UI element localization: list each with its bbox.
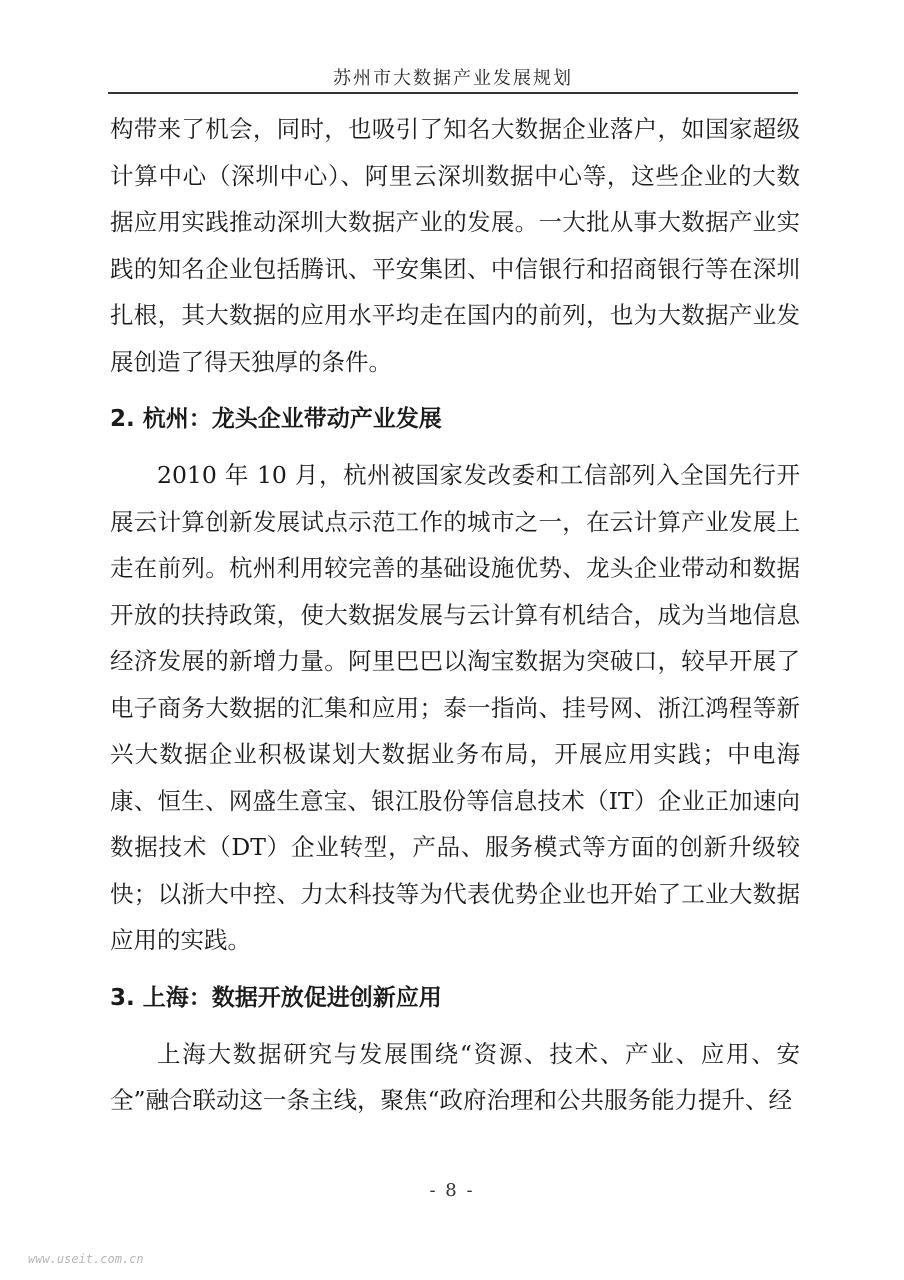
header-divider — [108, 92, 798, 94]
running-header: 苏州市大数据产业发展规划 — [333, 68, 573, 89]
body-content — [110, 106, 800, 1124]
watermark: www.useit.com.cn — [28, 1252, 144, 1266]
section-heading-shanghai: 3. 上海：数据开放促进创新应用 — [110, 984, 442, 1011]
paragraph-shenzhen-continued: 构带来了机会，同时，也吸引了知名大数据企业落户，如国家超级计算中心（深圳中心）、阿里云深圳数据中心等，这些企业的大数据应用实践推动深圳大数据产业的发展。一大批从事大数据产业实践的知名企业包括腾讯、平安集团、中信银行和招商银行等在深圳扎根，其大数据的应用水平均走在国内的前列，也为大数据产业发展创造了得天独厚的条件。 — [110, 115, 800, 376]
section-heading-hangzhou: 2. 杭州：龙头企业带动产业发展 — [110, 406, 442, 432]
page-number: - 8 - — [429, 1180, 475, 1201]
paragraph-shanghai: 上海大数据研究与发展围绕“资源、技术、产业、应用、安全”融合联动这一条主线，聚焦“政府治理和公共服务能力提升、经 — [110, 1039, 800, 1114]
paragraph-hangzhou: 2010 年 10 月，杭州被国家发改委和工信部列入全国先行开展云计算创新发展试点示范工作的城市之一，在云计算产业发展上走在前列。杭州利用较完善的基础设施优势、龙头企业带动和数据开放的扶持政策，使大数据发展与云计算有机结合，成为当地信息经济发展的新增力量。阿里巴巴以淘宝数据为突破口，较早开展了电子商务大数据的汇集和应用；泰一指尚、挂号网、浙江鸿程等新兴大数据企业积极谋划大数据业务布局，开展应用实践；中电海康、恒生、网盛生意宝、银江股份等信息技术（IT）企业正加速向数据技术（DT）企业转型，产品、服务模式等方面的创新升级较快；以浙大中控、力太科技等为代表优势企业也开始了工业大数据应用的实践。 — [110, 461, 800, 954]
